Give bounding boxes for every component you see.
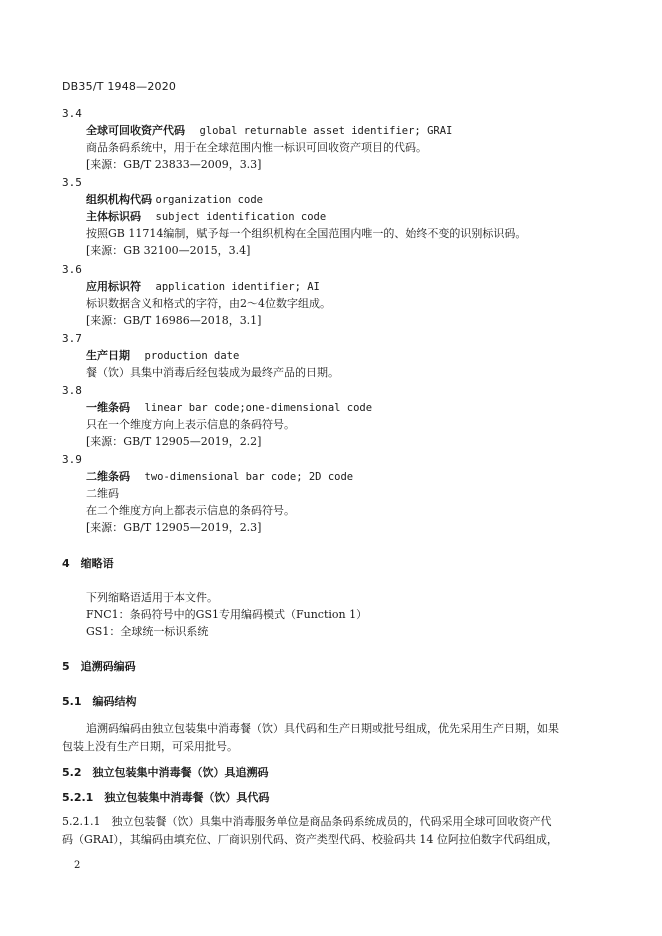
page-number: 2 [74, 860, 81, 871]
definition: 按照GB 11714编制，赋予每一个组织机构在全国范围内唯一的、始终不变的识别标识码。 [86, 227, 527, 240]
source-note: [来源：GB/T 23833—2009，3.3] [86, 158, 262, 171]
term-english: linear bar code;one-dimensional code [144, 402, 373, 414]
clause-number: 3.9 [62, 453, 82, 466]
subsection-heading: 5.2.1 独立包装集中消毒餐（饮）具代码 [62, 791, 270, 804]
source-note: [来源：GB/T 16986—2018，3.1] [86, 314, 262, 327]
term-entry [86, 470, 353, 484]
subsection-heading: 5.1 编码结构 [62, 695, 137, 708]
definition: 只在一个维度方向上表示信息的条码符号。 [86, 418, 295, 431]
paragraph-line: 追溯码编码由独立包装集中消毒餐（饮）具代码和生产日期或批号组成，优先采用生产日期，如果 [86, 722, 559, 735]
abbreviation-entry: FNC1：条码符号中的GS1专用编码模式（Function 1） [86, 608, 368, 621]
clause-number: 3.8 [62, 384, 82, 397]
term-chinese: 组织机构代码 [86, 193, 152, 206]
abbreviation-entry: GS1：全球统一标识系统 [86, 625, 209, 638]
term-english: global returnable asset identifier; GRAI [199, 125, 453, 137]
term-chinese: 二维条码 [86, 470, 130, 483]
section-heading: 5 追溯码编码 [62, 660, 136, 673]
clause-number: 3.7 [62, 332, 82, 345]
definition: 标识数据含义和格式的字符，由2～4位数字组成。 [86, 297, 331, 310]
paragraph-line: 码（GRAI），其编码由填充位、厂商识别代码、资产类型代码、校验码共 14 位阿拉伯数字代码组成， [62, 833, 558, 846]
term-chinese: 应用标识符 [86, 280, 141, 293]
term-entry [86, 280, 320, 294]
clause-number: 3.6 [62, 263, 82, 276]
term-english: organization code [155, 194, 263, 206]
definition: 在二个维度方向上都表示信息的条码符号。 [86, 504, 295, 517]
term-chinese: 全球可回收资产代码 [86, 124, 185, 137]
clause-number: 3.4 [62, 107, 82, 120]
standard-number: DB35/T 1948—2020 [62, 80, 177, 93]
term-english: application identifier; AI [155, 281, 320, 293]
term-english: two-dimensional bar code; 2D code [144, 471, 354, 483]
term-entry [86, 210, 326, 224]
term-chinese: 生产日期 [86, 349, 130, 362]
term-english: subject identification code [155, 211, 327, 223]
source-note: [来源：GB/T 12905—2019，2.2] [86, 435, 262, 448]
paragraph: 下列缩略语适用于本文件。 [86, 591, 218, 604]
section-heading: 4 缩略语 [62, 557, 114, 570]
term-entry [86, 349, 239, 363]
source-note: [来源：GB/T 12905—2019，2.3] [86, 521, 262, 534]
source-note: [来源：GB 32100—2015，3.4] [86, 244, 251, 257]
definition: 餐（饮）具集中消毒后经包装成为最终产品的日期。 [86, 366, 339, 379]
term-chinese: 主体标识码 [86, 210, 141, 223]
term-chinese: 一维条码 [86, 401, 130, 414]
paragraph-line: 5.2.1.1 独立包装餐（饮）具集中消毒服务单位是商品条码系统成员的，代码采用全球可回收资产代 [62, 815, 552, 828]
clause-number: 3.5 [62, 176, 82, 189]
subsection-heading: 5.2 独立包装集中消毒餐（饮）具追溯码 [62, 766, 269, 779]
term-english: production date [144, 350, 240, 362]
term-entry [86, 124, 452, 138]
term-entry [86, 401, 372, 415]
term-entry [86, 193, 263, 207]
definition: 商品条码系统中，用于在全球范围内惟一标识可回收资产项目的代码。 [86, 141, 427, 154]
paragraph-line: 包装上没有生产日期，可采用批号。 [62, 740, 238, 753]
alternative-term: 二维码 [86, 487, 119, 500]
